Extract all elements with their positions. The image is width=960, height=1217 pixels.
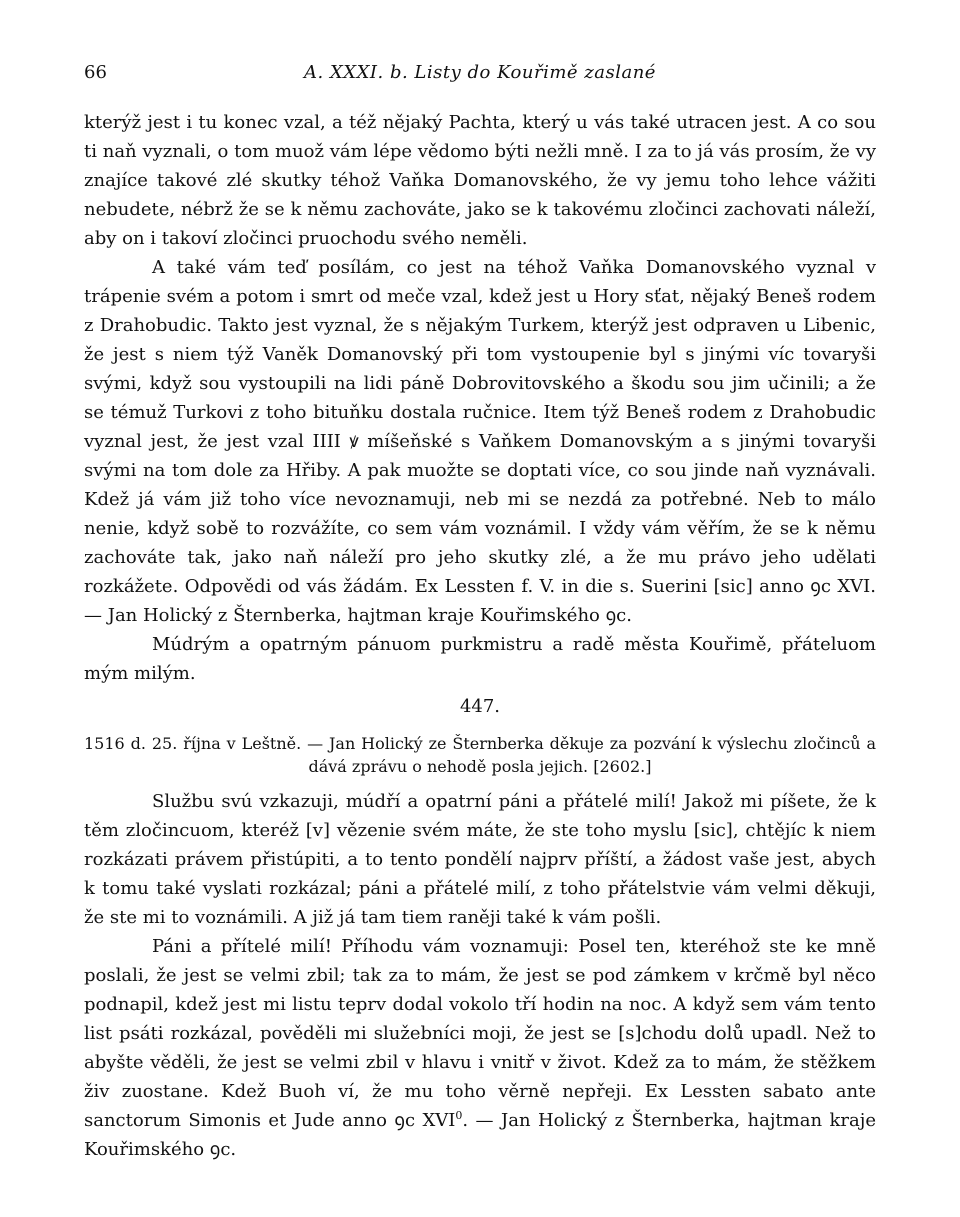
paragraph-text: Páni a přítelé milí! Příhodu vám voznamuji: Posel ten, kteréhož ste ke mně poslali, že jest se velmi zbil; tak za to mám, že jest se pod zámkem v krčmě byl něco podnapil, kdež jest mi listu teprv dodal vokolo tří hodin na noc. A když sem vám tento list psáti rozkázal, pověděli mi služebníci moji, že jest se [s]chodu dolů upadl. Než to abyšte věděli, že jest se velmi zbil v hlavu i vnitř v život. Kdež za to mám, že stěžkem živ zuostane. Kdež Buoh ví, že mu toho věrně nepřeji. Ex Lessten sabato ante sanctorum Simonis et Jude anno ꝯc XVI	[84, 936, 876, 1131]
paragraph: Službu svú vzkazuji, múdří a opatrní páni a přátelé milí! Jakož mi píšete, že k těm zločincuom, kteréž [v] vězenie svém máte, že ste toho myslu [sic], chtějíc k niem rozkázati právem přistúpiti, a to tento pondělí najprv příští, a žádost vaše jest, abych k tomu také vyslati rozkázal; páni a přátelé milí, z toho přátelstvie vám velmi děkuji, že ste mi to voznámili. A již já tam tiem raněji také k vám pošli.	[84, 791, 876, 928]
document-number: 447.	[459, 696, 501, 717]
document-regest: 1516 d. 25. října v Leštně. — Jan Holický ze Šternberka děkuje za pozvání k výslechu zločinců a dává zprávu o nehodě posla jejich. [2602.]	[84, 734, 876, 776]
letter-continuation	[84, 108, 876, 688]
paragraph	[84, 932, 876, 1164]
paragraph: kterýž jest i tu konec vzal, a též nějaký Pachta, který u vás také utracen jest. A co sou ti naň vyznali, o tom muož vám lépe vědomo býti nežli mně. I za to já vás prosím, že vy znajíce takové zlé skutky téhož Vaňka Domanovského, že vy jemu toho lehce vážiti nebudete, nébrž že se k němu zachováte, jako se k takovému zločinci zachovati náleží, aby on i takoví zločinci pruochodu svého neměli.	[84, 112, 876, 249]
letter-body	[84, 787, 876, 1164]
paragraph: A také vám teď posílám, co jest na téhož Vaňka Domanovského vyznal v trápenie svém a potom i smrt od meče vzal, kdež jest u Hory sťat, nějaký Beneš rodem z Drahobudic. Takto jest vyznal, že s nějakým Turkem, kterýž jest odpraven u Libenic, že jest s niem týž Vaněk Domanovský při tom vystoupenie byl s jinými víc tovaryši svými, když sou vystoupili na lidi páně Dobrovitovského a škodu sou jim učinili; a že se témuž Turkovi z toho bituňku dostala ručnice. Item týž Beneš rodem z Drahobudic vyznal jest, že jest vzal IIII ꝟ míšeňské s Vaňkem Domanovským a s jinými tovaryši svými na tom dole za Hřiby. A pak muožte se doptati více, co sou jinde naň vyznávali. Kdež já vám již toho více nevoznamuji, neb mi se nezdá za potřebné. Neb to málo nenie, když sobě to rozvážíte, co sem vám voznámil. I vždy vám věřím, že se k němu zachováte tak, jako naň náleží pro jeho skutky zlé, a že mu právo jeho udělati rozkážete. Odpovědi od vás žádám. Ex Lessten f. V. in die s. Suerini [sic] anno ꝯc XVI. — Jan Holický z Šternberka, hajtman kraje Kouřimského ꝯc.	[84, 257, 876, 626]
address-paragraph: Múdrým a opatrným pánuom purkmistru a radě města Kouřimě, přáteluom mým milým.	[84, 634, 876, 684]
paragraph-text: . — Jan Holický z Šternberka, hajtman kraje Kouřimského ꝯc.	[84, 1110, 876, 1160]
superscript: 0	[455, 1109, 463, 1122]
running-title: A. XXXI. b. Listy do Kouřimě zaslané	[304, 62, 656, 83]
page-number: 66	[84, 62, 107, 83]
page-header	[84, 62, 876, 90]
